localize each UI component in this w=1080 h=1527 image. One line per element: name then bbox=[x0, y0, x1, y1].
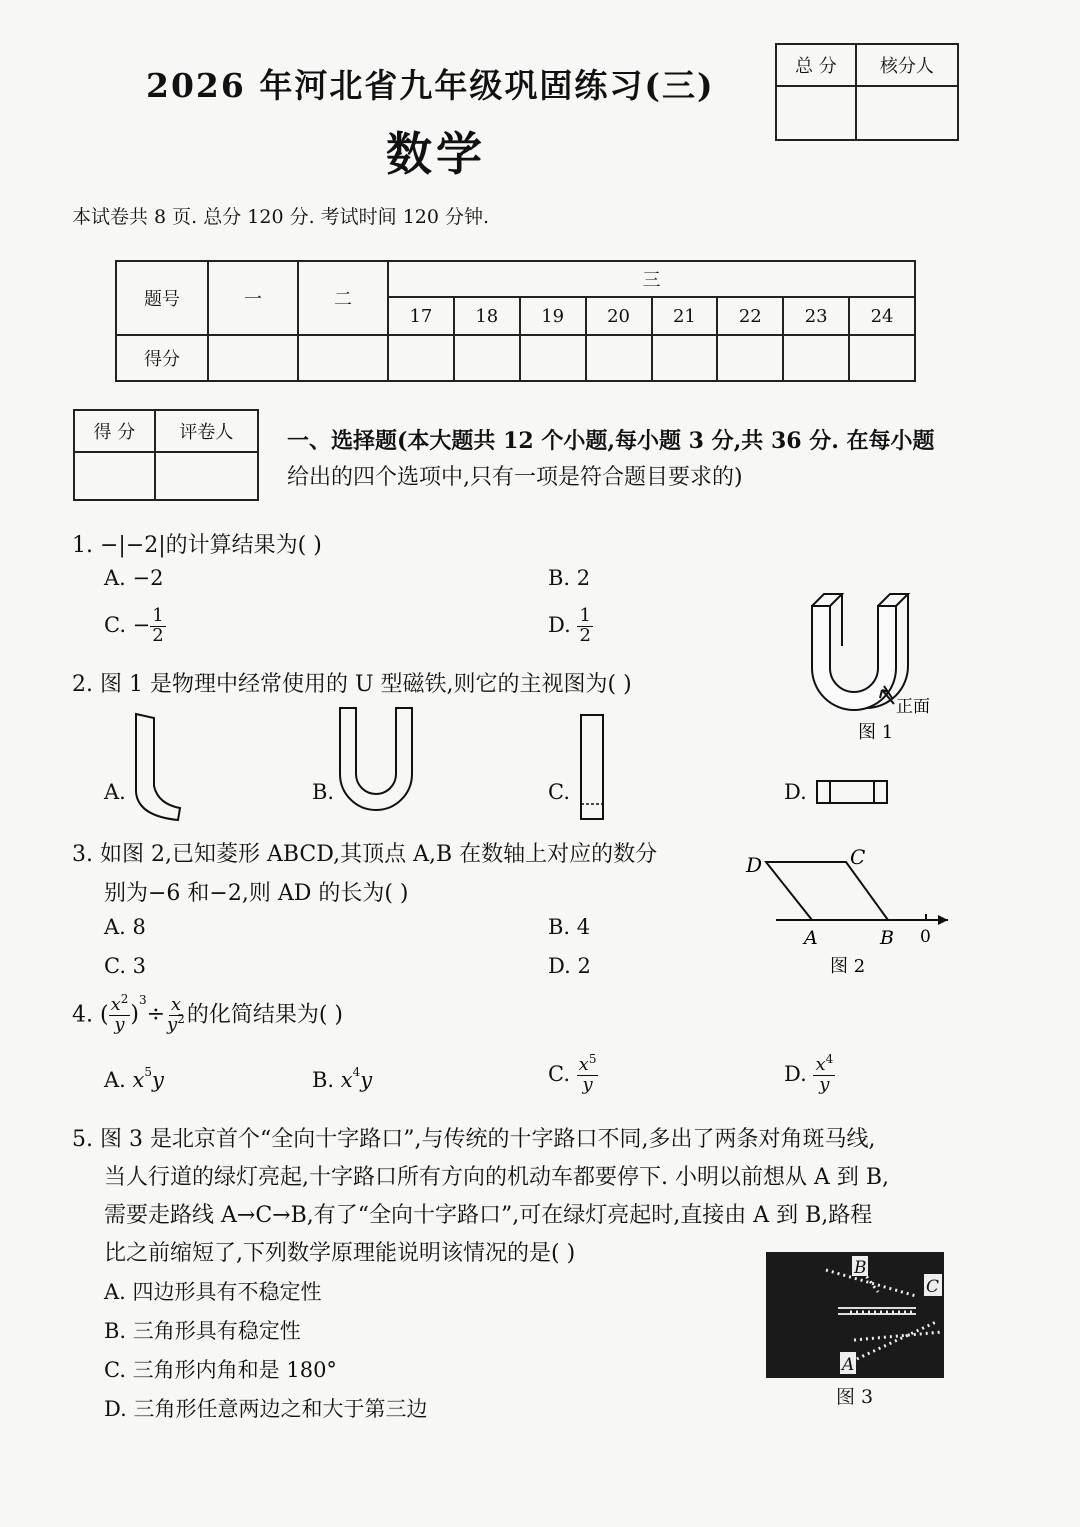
section1-score-box bbox=[73, 409, 259, 501]
point-b: B bbox=[880, 927, 894, 949]
q1-option-c[interactable] bbox=[104, 607, 166, 646]
figure2-caption: 图 2 bbox=[830, 956, 866, 977]
q1-option-b[interactable]: B. 2 bbox=[548, 566, 591, 590]
row-label-number: 题号 bbox=[116, 261, 208, 335]
q4-option-c[interactable]: C. $\frac{x^5}{y}$ bbox=[548, 1052, 597, 1095]
q2-option-c-figure bbox=[578, 712, 608, 822]
q2-option-a[interactable]: A. bbox=[104, 780, 126, 804]
figure1-u-magnet bbox=[800, 586, 950, 746]
sub-col: 18 bbox=[454, 297, 520, 335]
photo-point-b: B bbox=[854, 1258, 867, 1278]
q1-option-a[interactable]: A. −2 bbox=[104, 566, 164, 590]
q4-power: )$^3$÷ bbox=[130, 993, 166, 1028]
score-cell[interactable] bbox=[652, 335, 718, 381]
score-cell[interactable] bbox=[298, 335, 388, 381]
sub-col: 21 bbox=[652, 297, 718, 335]
point-d: D bbox=[746, 853, 763, 877]
origin-zero: 0 bbox=[920, 927, 931, 947]
figure3-caption: 图 3 bbox=[836, 1386, 874, 1408]
q4-option-d-label: D. bbox=[784, 1061, 814, 1086]
q5-line-3: 需要走路线 A→C→B,有了“全向十字路口”,可在绿灯亮起时,直接由 A 到 B,路程 bbox=[104, 1203, 873, 1228]
section1-heading: 一、选择题(本大题共 12 个小题,每小题 3 分,共 36 分. 在每小题 bbox=[287, 428, 935, 454]
total-score-label: 总 分 bbox=[776, 44, 856, 86]
exam-title: 2026 年河北省九年级巩固练习(三) bbox=[146, 66, 715, 105]
q1-option-d[interactable] bbox=[548, 607, 593, 646]
point-a: A bbox=[804, 927, 818, 949]
sub-col: 24 bbox=[849, 297, 915, 335]
section1-heading-2: 给出的四个选项中,只有一项是符合题目要求的) bbox=[287, 465, 743, 490]
score-cell[interactable] bbox=[849, 335, 915, 381]
score-cell[interactable] bbox=[783, 335, 849, 381]
q4-stem-tail: 的化简结果为( ) bbox=[186, 1002, 344, 1028]
q2-option-d-figure bbox=[814, 778, 890, 806]
figure3-intersection-photo bbox=[766, 1252, 944, 1378]
q1-stem: 1. −|−2|的计算结果为( ) bbox=[72, 533, 322, 558]
q2-option-a-figure bbox=[130, 708, 186, 824]
section-score-cell[interactable] bbox=[74, 452, 155, 500]
q2-stem: 2. 图 1 是物理中经常使用的 U 型磁铁,则它的主视图为( ) bbox=[72, 672, 632, 697]
q5-line-2: 当人行道的绿灯亮起,十字路口所有方向的机动车都要停下. 小明以前想从 A 到 B, bbox=[104, 1165, 890, 1190]
checker-label: 核分人 bbox=[856, 44, 958, 86]
grader-label: 评卷人 bbox=[155, 410, 258, 452]
q4-stem bbox=[72, 992, 344, 1035]
score-cell[interactable] bbox=[586, 335, 652, 381]
q3-option-b[interactable]: B. 4 bbox=[548, 915, 591, 939]
q5-line-4: 比之前缩短了,下列数学原理能说明该情况的是( ) bbox=[104, 1241, 576, 1266]
score-cell[interactable] bbox=[520, 335, 586, 381]
score-cell[interactable] bbox=[717, 335, 783, 381]
figure1-caption: 图 1 bbox=[858, 722, 894, 743]
q5-option-d[interactable]: D. 三角形任意两边之和大于第三边 bbox=[104, 1397, 428, 1421]
q3-stem-1: 3. 如图 2,已知菱形 ABCD,其顶点 A,B 在数轴上对应的数分 bbox=[72, 842, 658, 867]
sub-col: 19 bbox=[520, 297, 586, 335]
sub-col: 22 bbox=[717, 297, 783, 335]
total-score-box bbox=[775, 43, 959, 141]
q2-option-b[interactable]: B. bbox=[312, 780, 335, 804]
sub-col: 17 bbox=[388, 297, 454, 335]
q5-option-b[interactable]: B. 三角形具有稳定性 bbox=[104, 1319, 301, 1343]
col-section-1: 一 bbox=[208, 261, 298, 335]
figure2-rhombus bbox=[740, 842, 960, 982]
row-label-score: 得分 bbox=[116, 335, 208, 381]
section-score-label: 得 分 bbox=[74, 410, 155, 452]
q3-stem-2: 别为−6 和−2,则 AD 的长为( ) bbox=[104, 881, 409, 906]
photo-point-c: C bbox=[926, 1277, 940, 1297]
front-label: 正面 bbox=[896, 697, 930, 717]
sub-col: 23 bbox=[783, 297, 849, 335]
frac-num: 1 bbox=[152, 605, 164, 626]
point-c: C bbox=[850, 845, 866, 869]
score-cell[interactable] bbox=[388, 335, 454, 381]
frac-den: 2 bbox=[579, 624, 591, 646]
subject-title: 数学 bbox=[386, 127, 486, 181]
q5-option-a[interactable]: A. 四边形具有不稳定性 bbox=[104, 1280, 322, 1304]
q4-option-a[interactable]: A. $x^5y$ bbox=[104, 1065, 164, 1092]
grader-cell[interactable] bbox=[155, 452, 258, 500]
photo-point-a: A bbox=[842, 1355, 855, 1375]
frac-num: 1 bbox=[579, 605, 591, 626]
q4-frac-1: $\frac{x^2}{y}$ bbox=[110, 992, 129, 1035]
frac-den: 2 bbox=[152, 624, 164, 646]
q3-option-d[interactable]: D. 2 bbox=[548, 954, 591, 978]
q1-option-d-frac bbox=[577, 607, 592, 646]
q1-option-c-label: C. − bbox=[104, 612, 151, 637]
q3-option-c[interactable]: C. 3 bbox=[104, 954, 147, 978]
sub-col: 20 bbox=[586, 297, 652, 335]
col-section-3: 三 bbox=[388, 261, 915, 297]
q1-option-d-label: D. bbox=[548, 612, 578, 637]
q1-option-c-frac bbox=[150, 607, 165, 646]
q5-line-1: 5. 图 3 是北京首个“全向十字路口”,与传统的十字路口不同,多出了两条对角斑马线, bbox=[72, 1127, 876, 1152]
total-score-cell[interactable] bbox=[776, 86, 856, 140]
q4-option-a-label: A. bbox=[104, 1068, 133, 1092]
q4-option-b[interactable]: B. $x^4y$ bbox=[312, 1065, 373, 1092]
q4-option-b-label: B. bbox=[312, 1068, 341, 1092]
q4-option-c-label: C. bbox=[548, 1061, 577, 1086]
q4-number: 4. ( bbox=[72, 1002, 109, 1028]
q4-option-d[interactable]: D. $\frac{x^4}{y}$ bbox=[784, 1052, 834, 1095]
q4-frac-2: $\frac{x}{y^2}$ bbox=[167, 994, 185, 1035]
score-table bbox=[115, 260, 916, 382]
score-cell[interactable] bbox=[208, 335, 298, 381]
q2-option-d[interactable]: D. bbox=[784, 780, 807, 804]
q2-option-b-figure bbox=[336, 704, 416, 816]
col-section-2: 二 bbox=[298, 261, 388, 335]
q3-option-a[interactable]: A. 8 bbox=[104, 915, 146, 939]
q2-option-c[interactable]: C. bbox=[548, 780, 570, 804]
q5-option-c[interactable]: C. 三角形内角和是 180° bbox=[104, 1358, 337, 1382]
exam-note: 本试卷共 8 页. 总分 120 分. 考试时间 120 分钟. bbox=[72, 206, 490, 228]
checker-cell[interactable] bbox=[856, 86, 958, 140]
score-cell[interactable] bbox=[454, 335, 520, 381]
